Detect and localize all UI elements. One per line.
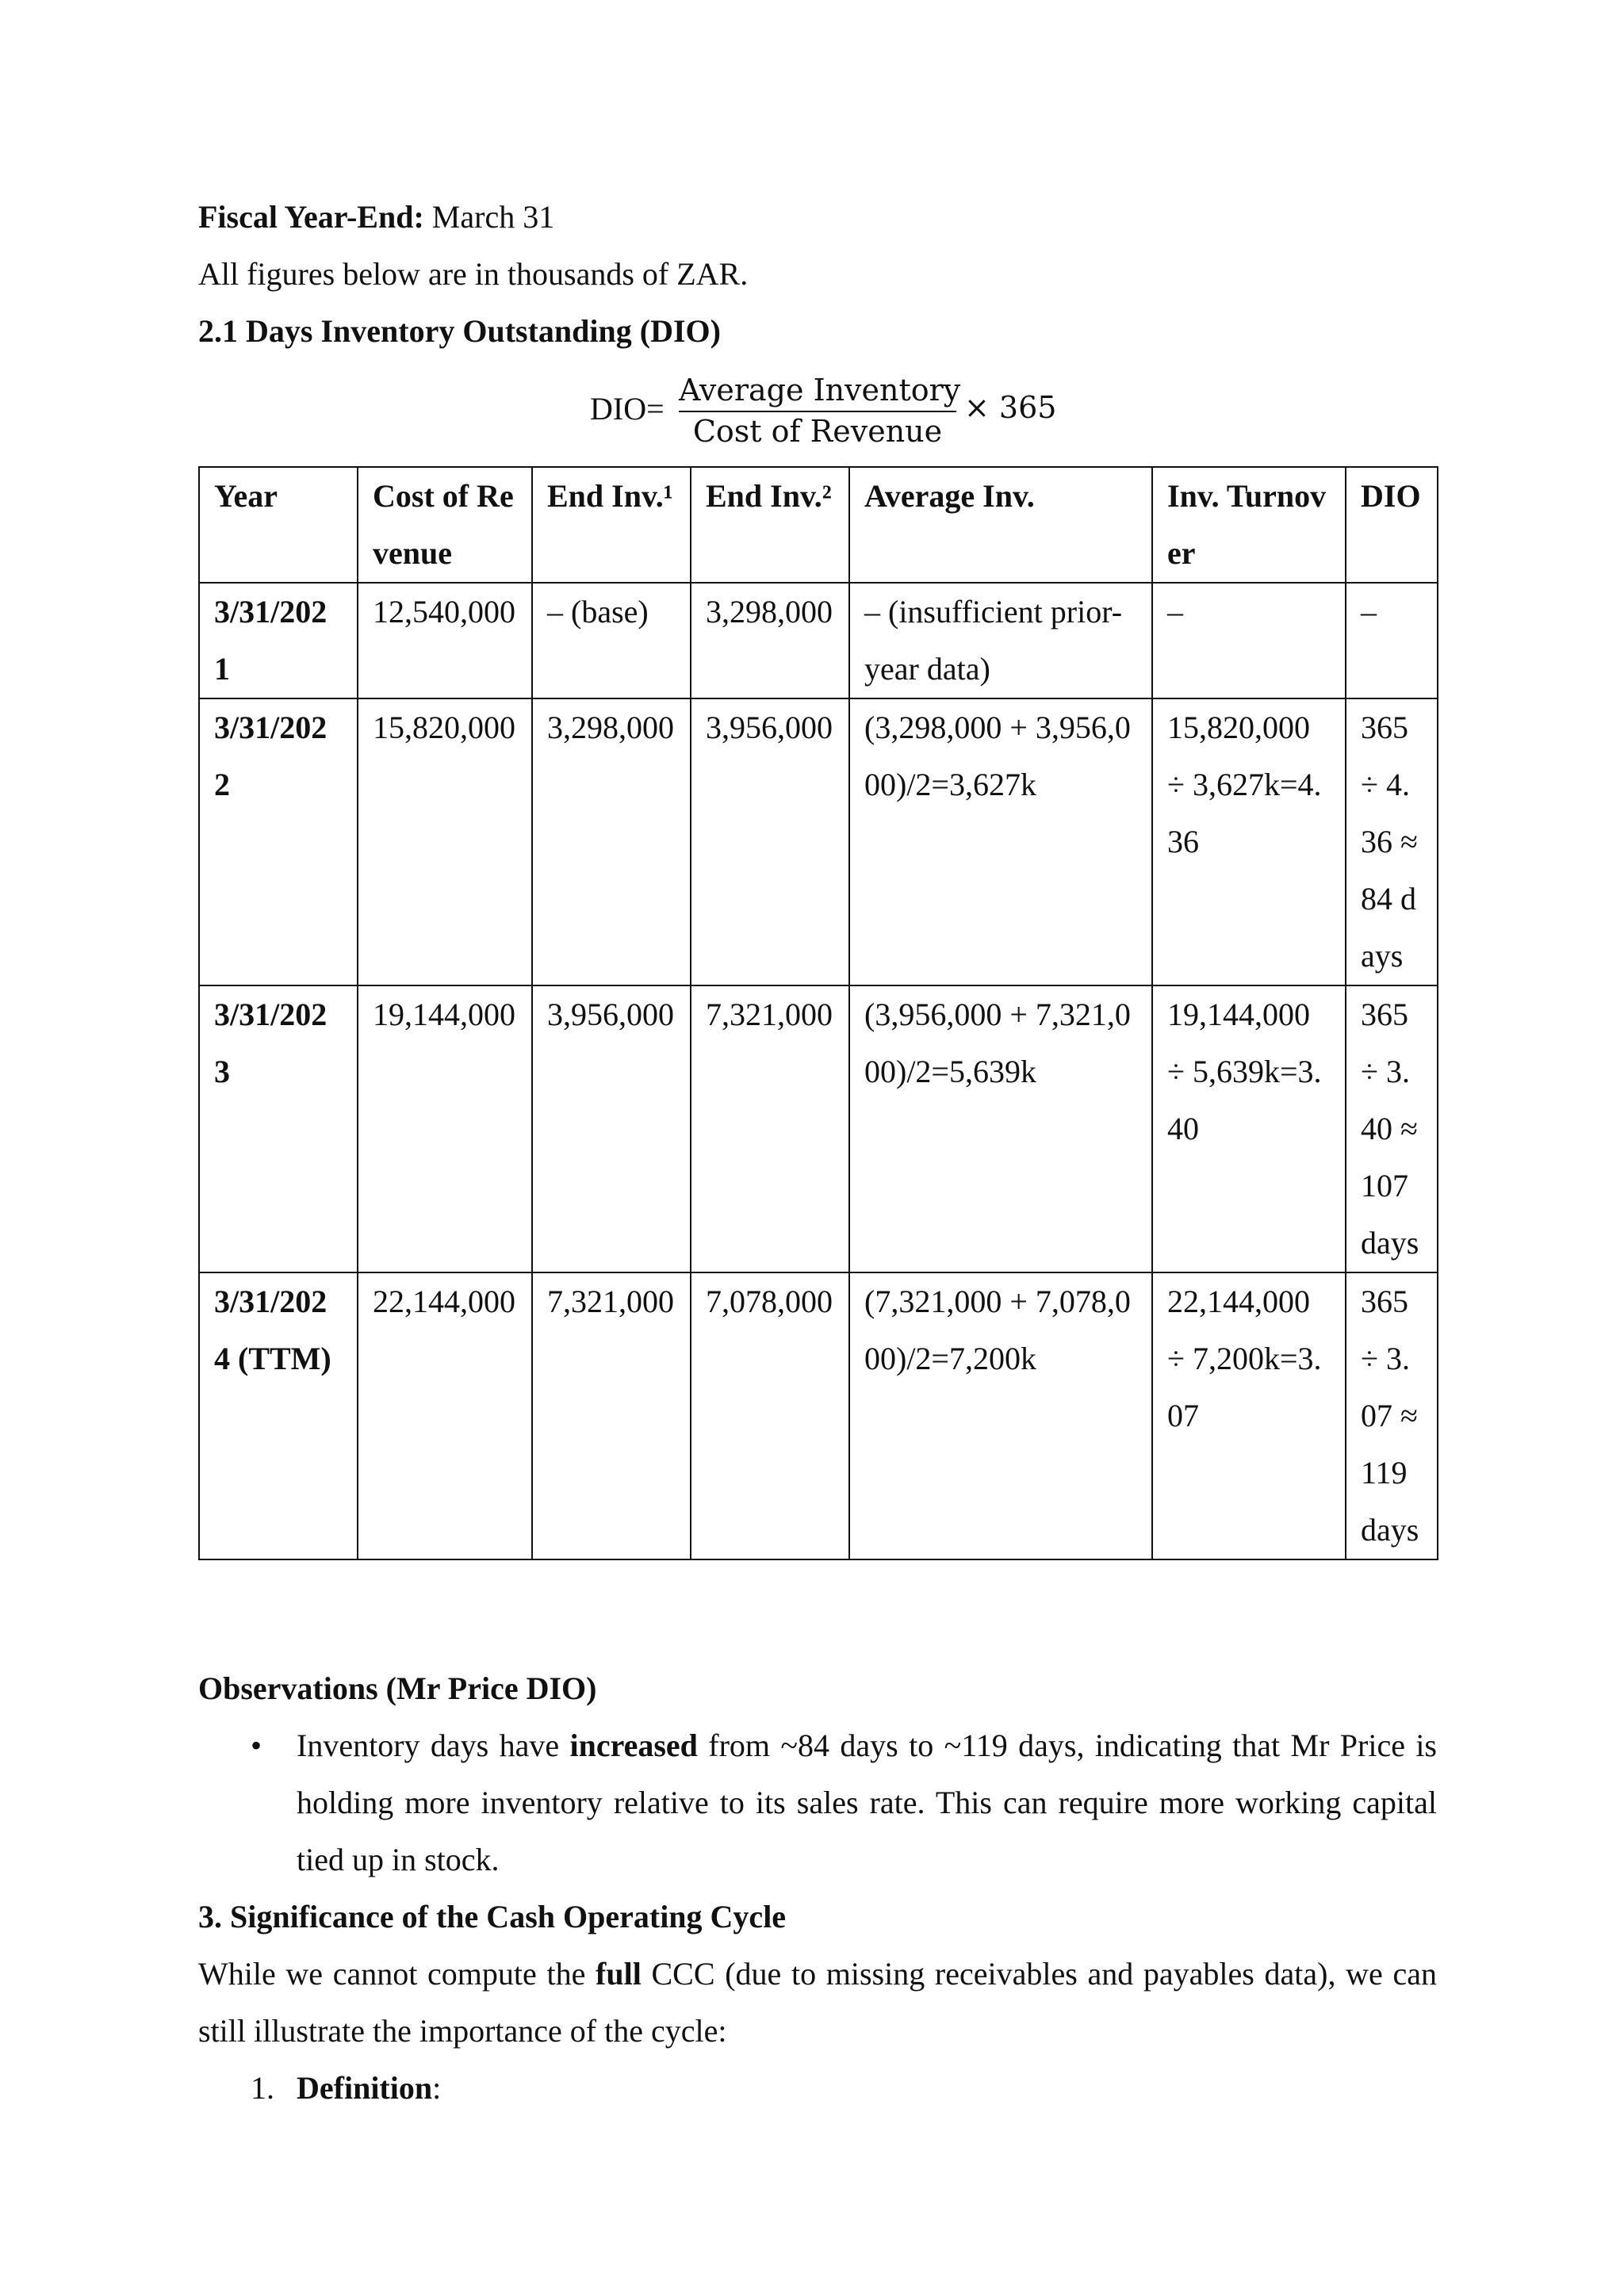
cell-inv-turnover: 19,144,000 ÷ 5,639k=3.40 xyxy=(1152,985,1346,1272)
observation-bullet-text xyxy=(297,1717,1437,1888)
cell-dio: 365 ÷ 3.07 ≈ 119 days xyxy=(1346,1272,1438,1559)
formula-rhs: × 365 xyxy=(964,390,1057,425)
section-title-dio: 2.1 Days Inventory Outstanding (DIO) xyxy=(198,313,721,349)
table-header-row xyxy=(199,467,1438,583)
cell-dio: 365 ÷ 4.36 ≈ 84 days xyxy=(1346,698,1438,985)
observations-title: Observations (Mr Price DIO) xyxy=(198,1670,597,1706)
para-text-post: CCC (due to missing receivables and payables data), we can still illustrate the importance of the cycle: xyxy=(198,1956,1437,2049)
bullet-text-post: from ~84 days to ~119 days, indicating that Mr Price is holding more inventory relative to its sales rate. This can require more working capital tied up in stock. xyxy=(297,1728,1437,1877)
bullet-text-pre: Inventory days have xyxy=(297,1728,570,1763)
list-item-suffix: : xyxy=(432,2070,442,2106)
numbered-list-item xyxy=(251,2060,441,2117)
header-end-inv-1: End Inv.¹ xyxy=(532,467,691,583)
bullet-text-bold: increased xyxy=(569,1728,698,1763)
header-dio: DIO xyxy=(1346,467,1438,583)
cell-average-inv: (3,956,000 + 7,321,000)/2=5,639k xyxy=(849,985,1152,1272)
header-end-inv-2: End Inv.² xyxy=(691,467,849,583)
header-year: Year xyxy=(199,467,358,583)
list-item-label: Definition xyxy=(297,2070,433,2106)
cell-inv-turnover: – xyxy=(1152,583,1346,698)
cell-average-inv: (3,298,000 + 3,956,000)/2=3,627k xyxy=(849,698,1152,985)
table-row xyxy=(199,1272,1438,1559)
cell-cost-of-revenue: 15,820,000 xyxy=(358,698,532,985)
cell-year: 3/31/2021 xyxy=(199,583,358,698)
cell-inv-turnover: 22,144,000 ÷ 7,200k=3.07 xyxy=(1152,1272,1346,1559)
table-row xyxy=(199,698,1438,985)
formula-denominator: Cost of Revenue xyxy=(692,414,943,449)
cell-year: 3/31/2023 xyxy=(199,985,358,1272)
bullet-icon: • xyxy=(251,1728,262,1763)
cell-end-inv-1: 3,956,000 xyxy=(532,985,691,1272)
cell-cost-of-revenue: 19,144,000 xyxy=(358,985,532,1272)
list-number: 1. xyxy=(251,2070,274,2106)
para-text-pre: While we cannot compute the xyxy=(198,1956,596,1992)
cell-cost-of-revenue: 12,540,000 xyxy=(358,583,532,698)
cell-dio: 365 ÷ 3.40 ≈ 107 days xyxy=(1346,985,1438,1272)
header-cost-of-revenue: Cost of Revenue xyxy=(358,467,532,583)
cell-year: 3/31/2024 (TTM) xyxy=(199,1272,358,1559)
cell-end-inv-2: 7,321,000 xyxy=(691,985,849,1272)
table-row xyxy=(199,583,1438,698)
cell-end-inv-2: 7,078,000 xyxy=(691,1272,849,1559)
formula-numerator: Average Inventory xyxy=(679,373,961,408)
cell-year: 3/31/2022 xyxy=(199,698,358,985)
cell-average-inv: (7,321,000 + 7,078,000)/2=7,200k xyxy=(849,1272,1152,1559)
cell-cost-of-revenue: 22,144,000 xyxy=(358,1272,532,1559)
cell-end-inv-1: 7,321,000 xyxy=(532,1272,691,1559)
dio-table xyxy=(198,466,1438,1560)
formula-lhs: DIO= xyxy=(590,391,665,427)
cell-end-inv-1: 3,298,000 xyxy=(532,698,691,985)
cell-end-inv-2: 3,956,000 xyxy=(691,698,849,985)
cell-dio: – xyxy=(1346,583,1438,698)
fraction-bar xyxy=(679,411,956,412)
cell-inv-turnover: 15,820,000 ÷ 3,627k=4.36 xyxy=(1152,698,1346,985)
fiscal-year-end-line xyxy=(198,189,554,246)
fiscal-year-end-label: Fiscal Year-End: xyxy=(198,199,424,235)
header-average-inv: Average Inv. xyxy=(849,467,1152,583)
cell-end-inv-1: – (base) xyxy=(532,583,691,698)
header-inv-turnover: Inv. Turnover xyxy=(1152,467,1346,583)
table-row xyxy=(199,985,1438,1272)
units-note: All figures below are in thousands of ZAR. xyxy=(198,256,749,292)
fiscal-year-end-value: March 31 xyxy=(423,199,555,235)
cell-average-inv: – (insufficient prior-year data) xyxy=(849,583,1152,698)
para-text-bold: full xyxy=(596,1956,642,1992)
cell-end-inv-2: 3,298,000 xyxy=(691,583,849,698)
section3-paragraph xyxy=(198,1946,1437,2060)
section-title-cash-operating-cycle: 3. Significance of the Cash Operating Cycle xyxy=(198,1899,787,1934)
